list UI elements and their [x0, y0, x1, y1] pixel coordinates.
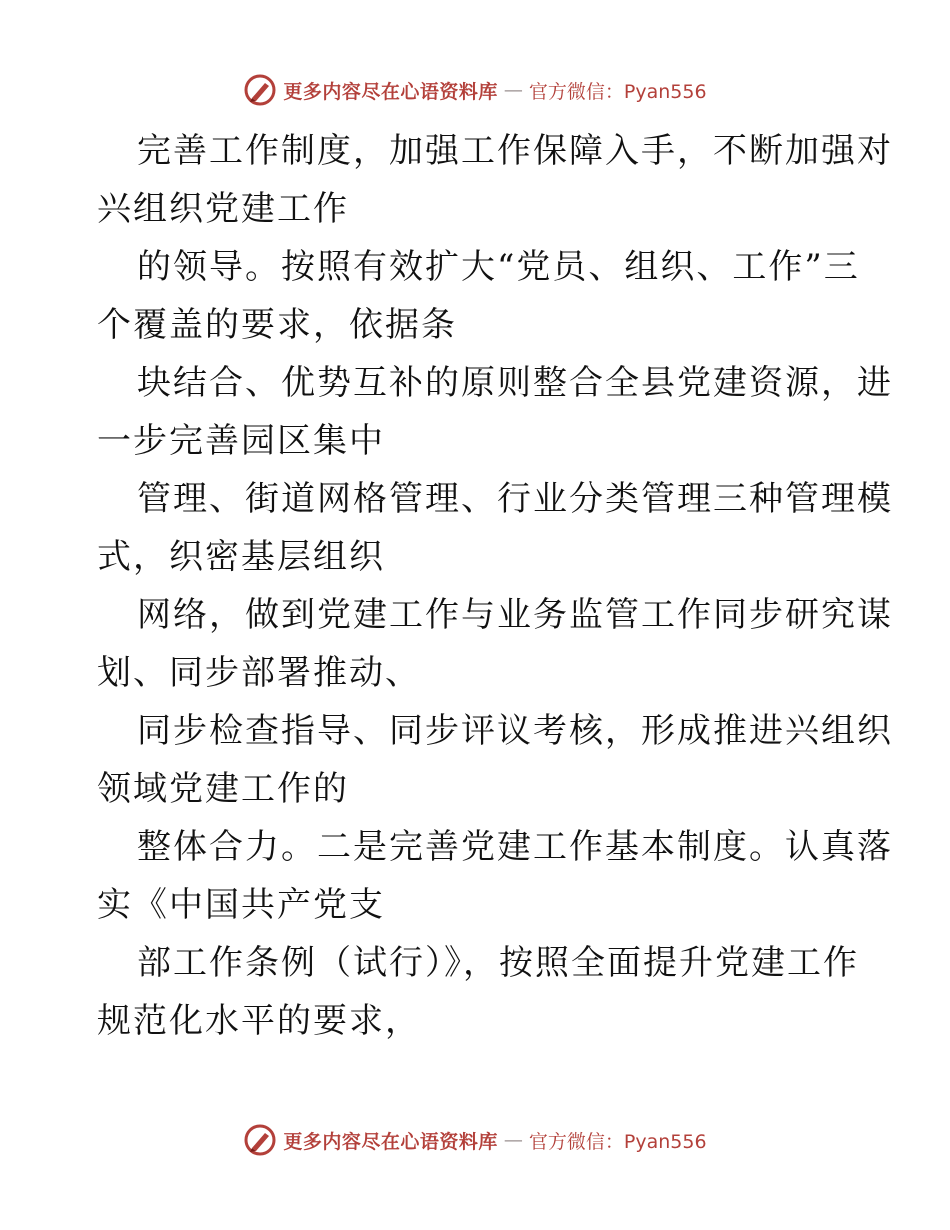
- pen-logo-icon: [243, 73, 277, 107]
- body-line: 实《中国共产党支: [97, 885, 385, 925]
- banner-dash: —: [503, 1129, 523, 1151]
- body-line: 划、同步部署推动、: [97, 653, 421, 693]
- body-line: 兴组织党建工作: [97, 189, 349, 229]
- body-line: 的领导。按照有效扩大“党员、组织、工作”三: [137, 247, 860, 287]
- body-line: 规范化水平的要求，: [97, 1001, 421, 1041]
- banner-wechat: 官方微信：Pyan556: [528, 1130, 707, 1153]
- banner-wechat: 官方微信：Pyan556: [528, 80, 707, 103]
- body-line: 块结合、优势互补的原则整合全县党建资源，进: [137, 363, 893, 403]
- body-line: 完善工作制度，加强工作保障入手，不断加强对: [137, 131, 893, 171]
- body-line: 一步完善园区集中: [97, 421, 385, 461]
- body-line: 网络，做到党建工作与业务监管工作同步研究谋: [137, 595, 893, 635]
- body-line: 部工作条例（试行）》，按照全面提升党建工作: [137, 943, 859, 983]
- body-line: 管理、街道网格管理、行业分类管理三种管理模: [137, 479, 893, 519]
- body-line: 个覆盖的要求，依据条: [97, 305, 457, 345]
- document-body: [97, 122, 893, 1050]
- body-line: 整体合力。二是完善党建工作基本制度。认真落: [137, 827, 893, 867]
- header-banner: [0, 70, 950, 110]
- footer-banner: [0, 1120, 950, 1160]
- body-line: 同步检查指导、同步评议考核，形成推进兴组织: [137, 711, 893, 751]
- body-line: 式，织密基层组织: [97, 537, 385, 577]
- banner-dash: —: [503, 79, 523, 101]
- banner-text: 更多内容尽在心语资料库: [283, 1130, 498, 1153]
- banner-text: 更多内容尽在心语资料库: [283, 80, 498, 103]
- pen-logo-icon: [243, 1123, 277, 1157]
- body-line: 领域党建工作的: [97, 769, 349, 809]
